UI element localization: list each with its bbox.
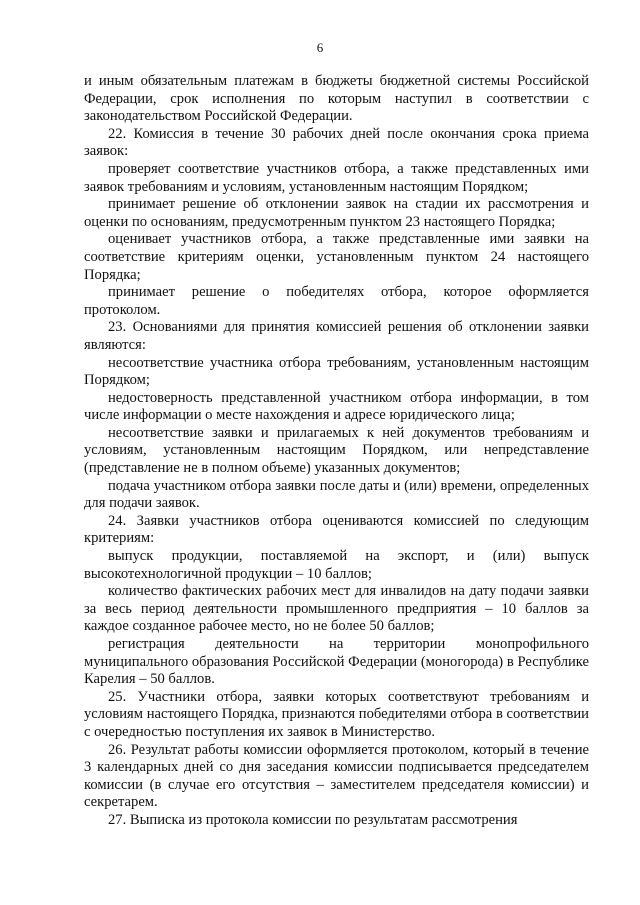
- paragraph: недостоверность представленной участником отбора информации, в том числе информации о месте нахождения и адресе юридического лица;: [84, 389, 589, 424]
- paragraph: количество фактических рабочих мест для инвалидов на дату подачи заявки за весь период деятельности промышленного предприятия – 10 баллов за каждое созданное рабочее место, но не более 50 баллов;: [84, 583, 589, 635]
- paragraph: 27. Выписка из протокола комиссии по результатам рассмотрения: [108, 811, 518, 828]
- paragraph: 23. Основаниями для принятия комиссией решения об отклонении заявки являются:: [84, 319, 589, 353]
- paragraph: проверяет соответствие участников отбора, а также представленных ими заявок требованиям и условиям, установленным настоящим Порядком;: [84, 160, 589, 195]
- paragraph: 24. Заявки участников отбора оцениваются комиссией по следующим критериям:: [84, 512, 589, 547]
- paragraph: несоответствие участника отбора требованиям, установленным настоящим Порядком;: [84, 354, 589, 389]
- paragraph: принимает решение об отклонении заявок на стадии их рассмотрения и оценки по основаниям, предусмотренным пунктом 23 настоящего Порядка;: [84, 196, 589, 230]
- paragraph: оценивает участников отбора, а также представленные ими заявки на соответствие критериям оценки, установленным пунктом 24 настоящего Порядка;: [84, 231, 589, 283]
- paragraph: 25. Участники отбора, заявки которых соответствуют требованиям и условиям настоящего Порядка, признаются победителями отбора в соответствии с очередностью поступления их заявок в Министерство.: [84, 688, 589, 740]
- paragraph: регистрация деятельности на территории монопрофильного муниципального образования Российской Федерации (моногорода) в Республике Карелия – 50 баллов.: [84, 636, 589, 688]
- paragraph: подача участником отбора заявки после даты и (или) времени, определенных для подачи заявок.: [84, 477, 589, 512]
- page-number: 6: [316, 40, 324, 55]
- paragraph: и иным обязательным платежам в бюджеты бюджетной системы Российской Федерации, срок исполнения по которым наступил в соответствии с законодательством Российской Федерации.: [84, 73, 589, 125]
- paragraph: выпуск продукции, поставляемой на экспорт, и (или) выпуск высокотехнологичной продукции – 10 баллов;: [84, 548, 589, 582]
- paragraph: несоответствие заявки и прилагаемых к ней документов требованиям и условиям, установленным настоящим Порядком, или непредставление (представление не в полном объеме) указанных документов;: [84, 424, 589, 477]
- paragraph: 26. Результат работы комиссии оформляется протоколом, который в течение 3 календарных дней со дня заседания комиссии подписывается председателем комиссии (в случае его отсутствия – заместителем председателя комиссии) и секретарем.: [84, 741, 589, 811]
- paragraph: 22. Комиссия в течение 30 рабочих дней после окончания срока приема заявок:: [84, 125, 589, 160]
- document-body: [84, 73, 589, 830]
- paragraph: принимает решение о победителях отбора, которое оформляется протоколом.: [84, 284, 589, 318]
